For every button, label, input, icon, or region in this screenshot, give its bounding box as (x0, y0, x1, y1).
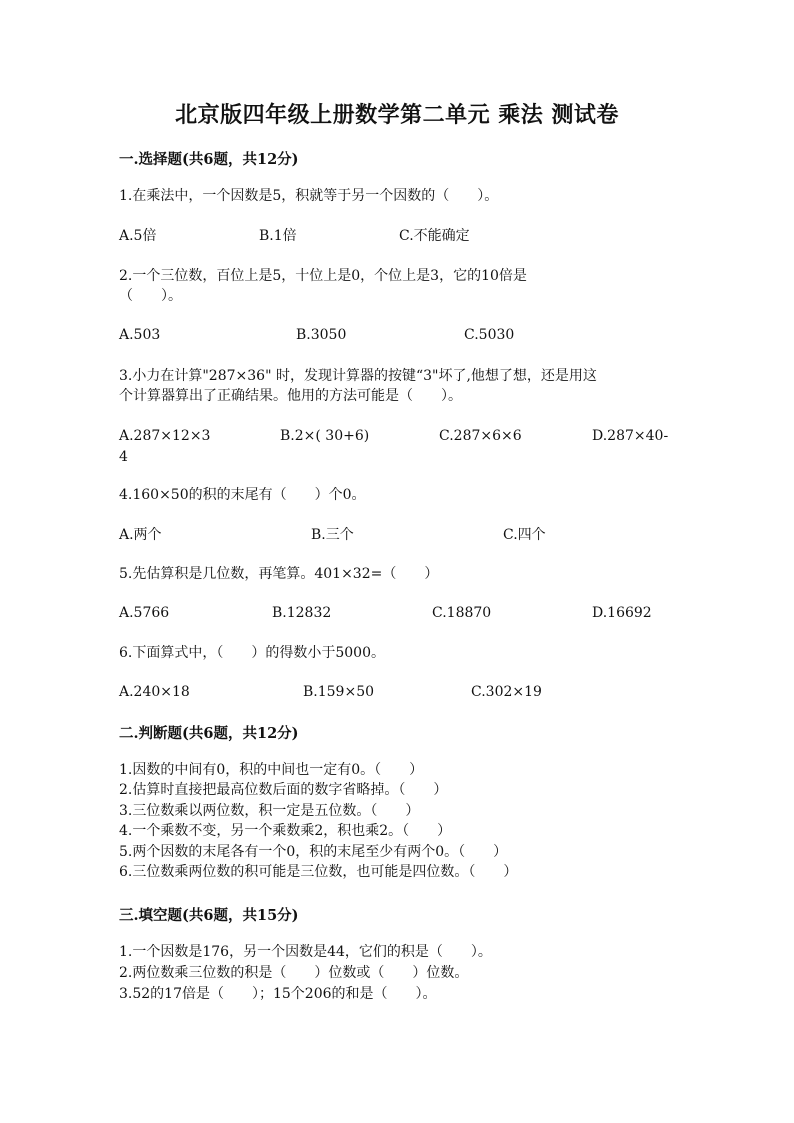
fill-item-3: 3.52的17倍是（ ）；15个206的和是（ ）。 (119, 986, 437, 1002)
question-1-option-b: B.1倍 (259, 228, 297, 244)
question-5-option-a: A.5766 (119, 605, 170, 621)
question-4-option-c: C.四个 (503, 527, 546, 543)
question-6-option-a: A.240×18 (119, 684, 190, 700)
question-2-option-b: B.3050 (296, 327, 347, 343)
question-1-option-c: C.不能确定 (399, 228, 470, 244)
question-2-option-a: A.503 (119, 327, 161, 343)
question-5-option-b: B.12832 (272, 605, 332, 621)
question-6-option-c: C.302×19 (471, 684, 542, 700)
fill-item-2: 2.两位数乘三位数的积是（ ）位数或（ ）位数。 (119, 965, 469, 981)
question-3-option-a: A.287×12×3 (119, 428, 211, 444)
judgement-item-6: 6.三位数乘两位数的积可能是三位数，也可能是四位数。（ ） (119, 864, 518, 880)
question-3-option-b: B.2×( 30+6) (280, 428, 370, 444)
question-5-option-c: C.18870 (432, 605, 492, 621)
question-6: 6.下面算式中，（ ）的得数小于5000。 (119, 645, 385, 661)
judgement-item-3: 3.三位数乘以两位数，积一定是五位数。（ ） (119, 803, 420, 819)
question-6-option-b: B.159×50 (303, 684, 375, 700)
judgement-item-1: 1.因数的中间有0，积的中间也一定有0。（ ） (119, 762, 424, 778)
question-3-option-d: D.287×40- (592, 428, 669, 444)
page-title: 北京版四年级上册数学第二单元 乘法 测试卷 (175, 102, 619, 128)
judgement-item-2: 2.估算时直接把最高位数后面的数字省略掉。（ ） (119, 782, 448, 798)
question-3-option-c: C.287×6×6 (439, 428, 522, 444)
question-3-line-2: 个计算器算出了正确结果。他用的方法可能是（ ）。 (119, 388, 462, 404)
judgement-item-5: 5.两个因数的末尾各有一个0，积的末尾至少有两个0。（ ） (119, 844, 508, 860)
question-4-option-b: B.三个 (311, 527, 354, 543)
question-3-option-d-wrap: 4 (119, 449, 128, 465)
fill-item-1: 1.一个因数是176，另一个因数是44，它们的积是（ ）。 (119, 944, 492, 960)
question-1-option-a: A.5倍 (119, 228, 157, 244)
judgement-item-4: 4.一个乘数不变，另一个乘数乘2，积也乘2。（ ） (119, 823, 452, 839)
question-4: 4.160×50的积的末尾有（ ）个0。 (119, 487, 366, 503)
question-2-option-c: C.5030 (464, 327, 515, 343)
question-1: 1.在乘法中，一个因数是5，积就等于另一个因数的（ ）。 (119, 188, 499, 204)
section-heading-fill-blank: 三.填空题(共6题，共15分) (119, 907, 299, 924)
question-2-line-1: 2.一个三位数，百位上是5，十位上是0，个位上是3，它的10倍是 (119, 268, 527, 284)
question-5-option-d: D.16692 (592, 605, 652, 621)
section-heading-judgement: 二.判断题(共6题，共12分) (119, 725, 299, 742)
question-5: 5.先估算积是几位数，再笔算。401×32=（ ） (119, 566, 439, 582)
question-3-line-1: 3.小力在计算"287×36" 时，发现计算器的按键“3"坏了,他想了想，还是用这 (119, 368, 597, 384)
question-2-line-2: （ ）。 (119, 288, 182, 304)
section-heading-choice: 一.选择题(共6题，共12分) (119, 151, 299, 168)
question-4-option-a: A.两个 (119, 527, 162, 543)
